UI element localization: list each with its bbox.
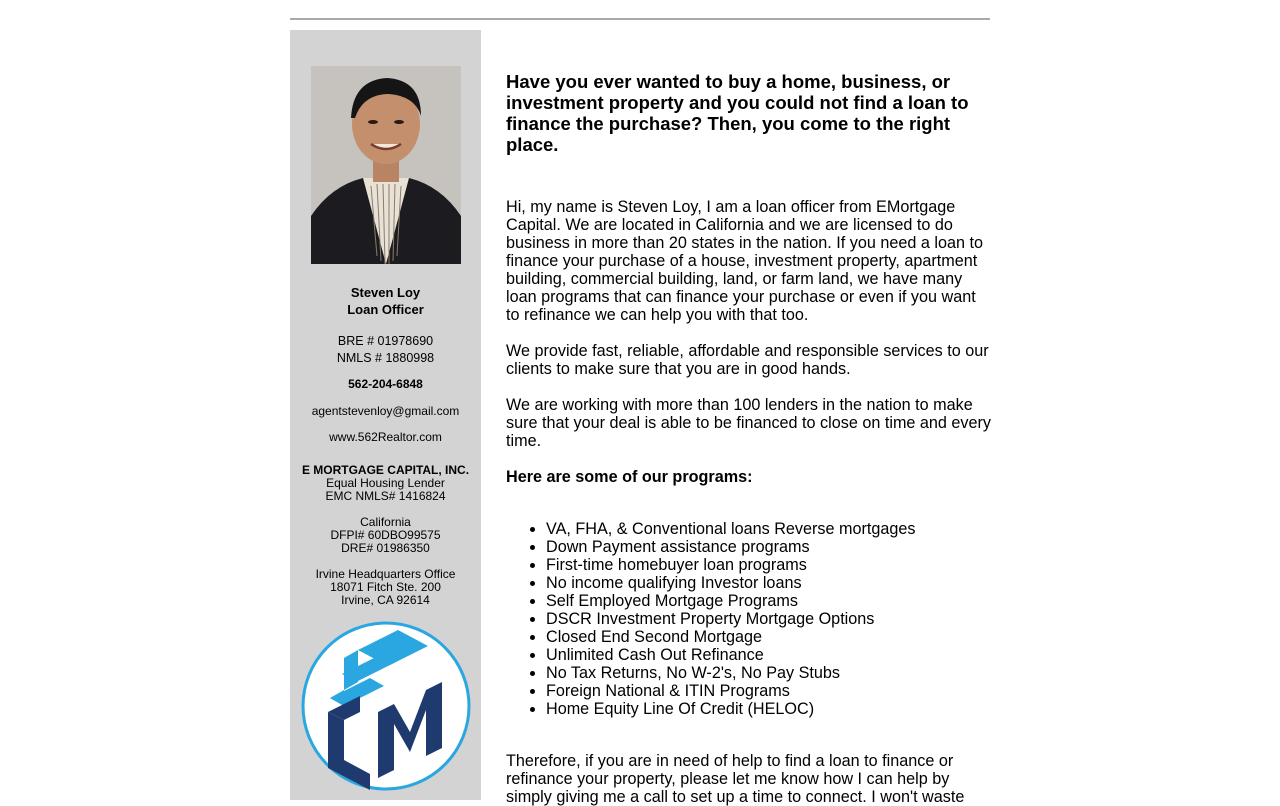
program-item: • No Tax Returns, No W-2's, No Pay Stubs: [546, 664, 992, 682]
california-licenses: [290, 516, 481, 555]
agent-website: www.562Realtor.com: [329, 430, 442, 444]
program-item: • Foreign National & ITIN Programs: [546, 682, 992, 700]
agent-email: agentstevenloy@gmail.com: [311, 404, 460, 418]
page-headline: Have you ever wanted to buy a home, business, or investment property and you could not find a loan to finance the purchase? Then, you come to the right place.: [506, 71, 969, 155]
lenders-paragraph: We are working with more than 100 lenders in the nation to make sure that your deal is able to be financed to close on time and every time.: [506, 396, 992, 450]
company-info: [290, 464, 481, 503]
emc-logo: [300, 620, 472, 792]
program-item: • VA, FHA, & Conventional loans Reverse mortgages: [546, 520, 992, 538]
services-paragraph: We provide fast, reliable, affordable and responsible services to our clients to make sure that you are in good hands.: [506, 342, 989, 378]
equal-housing-lender: Equal Housing Lender: [326, 476, 445, 490]
program-item: • No income qualifying Investor loans: [546, 574, 992, 592]
intro-paragraph: Hi, my name is Steven Loy, I am a loan officer from EMortgage Capital. We are located in California and we are licensed to do business in more than 20 states in the nation. If you need a loan to finance your purchase of a house, investment property, apartment building, commercial building, land, or farm land, we have many loan programs that can finance your purchase or even if you want to refinance we can help you with that too.: [506, 198, 983, 324]
program-item: • Unlimited Cash Out Refinance: [546, 646, 992, 664]
top-divider: [290, 18, 990, 20]
program-item: • Closed End Second Mortgage: [546, 628, 992, 646]
dfpi-number: DFPI# 60DBO99575: [330, 528, 441, 542]
state-label: California: [360, 515, 411, 529]
office-name: Irvine Headquarters Office: [315, 567, 456, 581]
office-address: [290, 568, 481, 607]
programs-heading: Here are some of our programs:: [506, 468, 753, 486]
agent-name: Steven Loy: [350, 285, 421, 300]
agent-sidebar: [290, 30, 481, 800]
program-item: • Down Payment assistance programs: [546, 538, 992, 556]
dre-number: DRE# 01986350: [341, 541, 430, 555]
program-item: • DSCR Investment Property Mortgage Options: [546, 610, 992, 628]
bre-number: BRE # 01978690: [337, 334, 434, 348]
programs-list: [506, 520, 992, 718]
nmls-number: NMLS # 1880998: [336, 351, 435, 365]
company-name: E MORTGAGE CAPITAL, INC.: [301, 463, 470, 477]
agent-portrait-image: [311, 66, 461, 264]
office-street: 18071 Fitch Ste. 200: [330, 580, 441, 594]
license-numbers: [290, 333, 481, 367]
company-nmls: EMC NMLS# 1416824: [325, 489, 446, 503]
agent-title: Loan Officer: [347, 302, 424, 317]
program-item: • Home Equity Line Of Credit (HELOC): [546, 700, 992, 718]
agent-name-block: [290, 284, 481, 318]
closing-paragraph: Therefore, if you are in need of help to find a loan to finance or refinance your property, please let me know how I can help by simply giving me a call to set up a time to connect. I won't waste: [506, 752, 965, 806]
program-item: • Self Employed Mortgage Programs: [546, 592, 992, 610]
program-item: • First-time homebuyer loan programs: [546, 556, 992, 574]
agent-photo: [311, 66, 461, 264]
agent-phone: 562-204-6848: [348, 377, 423, 391]
office-city: Irvine, CA 92614: [341, 593, 430, 607]
